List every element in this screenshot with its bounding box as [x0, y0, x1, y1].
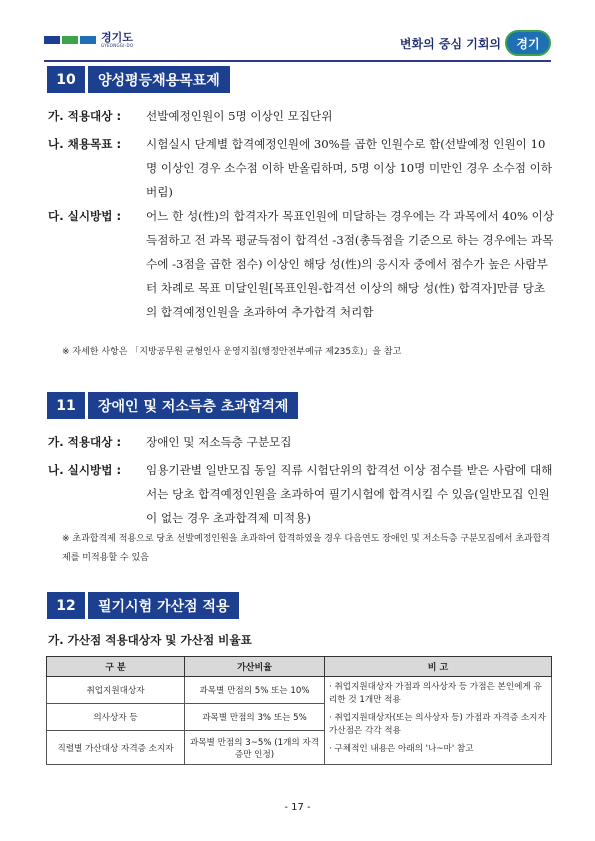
table-row	[47, 677, 552, 704]
item-label: 가. 적용대상 :	[48, 109, 122, 123]
header-rate: 가산비율	[185, 657, 325, 677]
logo-sub: GYEONGGI-DO	[101, 43, 134, 48]
cell-category: 직렬별 가산대상 자격증 소지자	[47, 731, 185, 765]
table-subheading: 가. 가산점 적용대상자 및 가산점 비율표	[48, 633, 252, 647]
section-10-item-b	[48, 132, 555, 204]
cell-rate: 과목별 만점의 3% 또는 5%	[185, 704, 325, 731]
section-number: 12	[47, 592, 85, 619]
section-11-note: ※ 초과합격제 적용으로 당초 선발예정인원을 초과하여 합격하였을 경우 다음연도 장애인 및 저소득층 구분모집에서 초과합격제를 미적용할 수 있음	[62, 534, 551, 563]
section-title-12	[47, 592, 239, 619]
header-divider	[44, 60, 551, 62]
item-label: 나. 채용목표 :	[48, 137, 122, 151]
section-title-10	[47, 66, 230, 93]
section-number: 10	[47, 66, 85, 93]
item-label: 다. 실시방법 :	[48, 209, 122, 223]
item-text: 시험실시 단계별 합격예정인원에 30%를 곱한 인원수로 함(선발예정 인원이 10명 이상인 경우 소수점 이하 반올림하며, 5명 이상 10명 미만인 경우 소수점 이하 버림)	[146, 137, 553, 199]
table-header-row	[47, 657, 552, 677]
header-remark: 비 고	[325, 657, 552, 677]
cell-rate: 과목별 만점의 3~5% (1개의 자격증만 인정)	[185, 731, 325, 765]
slogan-badge: 경기	[505, 30, 551, 56]
logo-mark-icon	[44, 36, 96, 44]
item-label: 나. 실시방법 :	[48, 463, 122, 477]
slogan-text: 변화의 중심 기회의	[399, 36, 501, 51]
item-text: 임용기관별 일반모집 동일 직류 시험단위의 합격선 이상 점수를 받은 사람에 대해서는 당초 합격예정인원을 초과하여 필기시험에 합격시킬 수 있음(일반모집 인원이 없는 경우 초과합격제 미적용)	[146, 463, 553, 525]
page-number: - 17 -	[284, 802, 311, 813]
section-10-item-a	[48, 104, 555, 128]
section-title-11	[47, 392, 298, 419]
gyeonggi-logo	[44, 32, 133, 48]
section-10-note: ※ 자세한 사항은 「지방공무원 균형인사 운영지침(행정안전부예규 제235호)」을 참고	[62, 347, 402, 357]
section-number: 11	[47, 392, 85, 419]
remark-line: · 취업지원대상자(또는 의사상자 등) 가점과 자격증 소지자 가산점은 각각 적용	[329, 713, 546, 736]
section-10-item-c	[48, 204, 555, 324]
slogan	[400, 30, 551, 56]
item-text: 어느 한 성(性)의 합격자가 목표인원에 미달하는 경우에는 각 과목에서 40% 이상 득점하고 전 과목 평균득점이 합격선 -3점(총득점을 기준으로 하는 경우에는 과목수에 -3점을 곱한 점수) 이상인 해당 성(性)의 응시자 중에서 점수가 높은 사람부터 차례로 목표 미달인원[목표인원-합격선 이상의 해당 성(性) 합격자]만큼 당초의 합격예정인원을 초과하여 추가합격 처리함	[146, 209, 555, 319]
page-header	[44, 26, 551, 60]
remark-line: · 구체적인 내용은 아래의 '나~마' 참고	[329, 744, 474, 754]
section-11-item-a	[48, 430, 555, 454]
item-text: 선발예정인원이 5명 이상인 모집단위	[146, 109, 333, 123]
remark-line: · 취업지원대상자 가점과 의사상자 등 가점은 본인에게 유리한 것 1개만 적용	[329, 682, 542, 705]
section-label: 양성평등채용목표제	[88, 66, 230, 93]
cell-remark	[325, 677, 552, 765]
item-label: 가. 적용대상 :	[48, 435, 122, 449]
cell-rate: 과목별 만점의 5% 또는 10%	[185, 677, 325, 704]
cell-category: 의사상자 등	[47, 704, 185, 731]
item-text: 장애인 및 저소득층 구분모집	[146, 435, 292, 449]
bonus-rate-table	[46, 656, 552, 765]
logo-text: 경기도	[101, 31, 133, 44]
section-label: 필기시험 가산점 적용	[88, 592, 239, 619]
cell-category: 취업지원대상자	[47, 677, 185, 704]
header-category: 구 분	[47, 657, 185, 677]
section-11-item-b	[48, 458, 555, 530]
section-label: 장애인 및 저소득층 초과합격제	[88, 392, 298, 419]
